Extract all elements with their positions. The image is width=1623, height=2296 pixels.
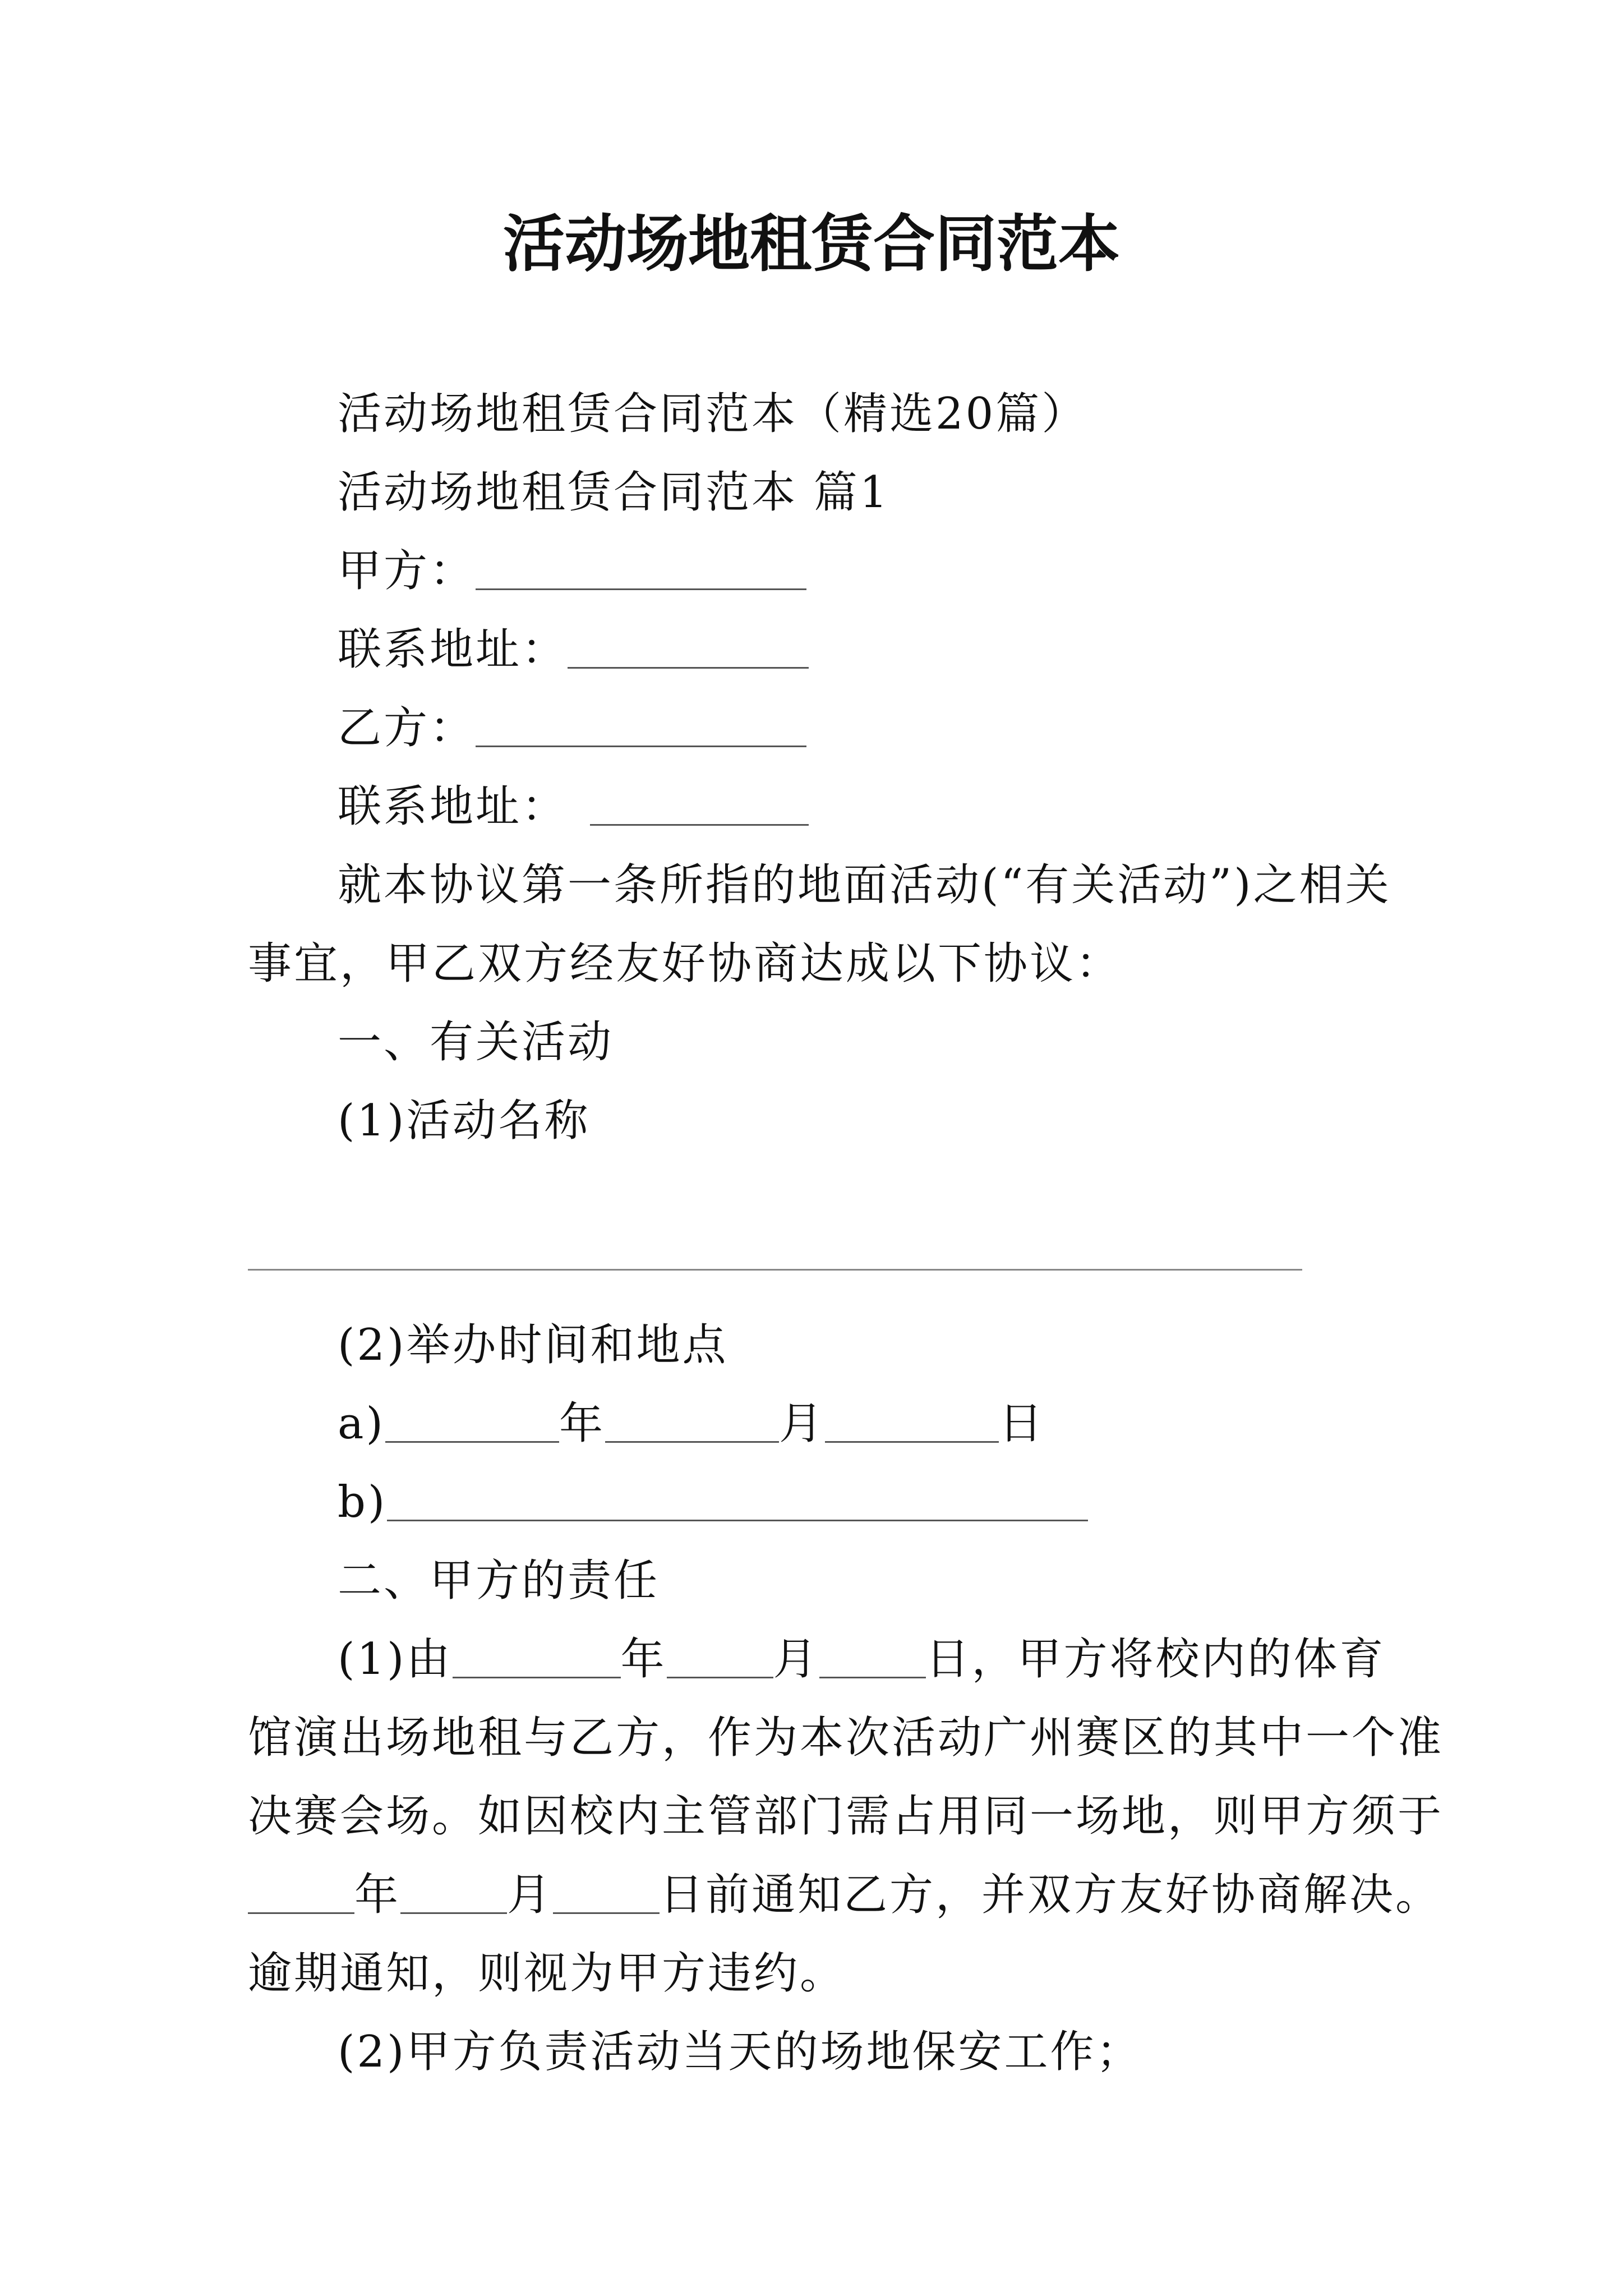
section-2-p1-line-4: [248, 1867, 1441, 1923]
date-line-a: [338, 1396, 1045, 1452]
section-2-p1-line-5: 逾期通知，则视为甲方违约。: [248, 1948, 846, 1999]
party-b-label: 乙方：: [338, 703, 476, 753]
party-a-blank: [476, 549, 806, 590]
p1-year: 年: [620, 1634, 667, 1685]
section-1-item-1: (1)活动名称: [338, 1096, 591, 1146]
party-a-address-label: 联系地址：: [338, 624, 568, 675]
section-2-p1-line-1: [338, 1631, 1386, 1687]
p1-prefix: (1)由: [338, 1634, 453, 1685]
section-2-p2: (2)甲方负责活动当天的场地保安工作；: [338, 2027, 1142, 2077]
party-b-blank: [476, 706, 806, 747]
party-b-line: [338, 700, 806, 756]
year-label: 年: [559, 1398, 605, 1449]
party-b-address-blank: [590, 785, 809, 826]
section-2-heading: 二、甲方的责任: [338, 1556, 660, 1606]
party-a-line: [338, 543, 806, 599]
location-line-b: [338, 1474, 1088, 1530]
p1-day-blank: [819, 1637, 926, 1678]
section-1-heading: 一、有关活动: [338, 1017, 614, 1068]
piece-heading: 活动场地租赁合同范本 篇1: [338, 467, 890, 518]
year-blank: [385, 1402, 559, 1443]
p1-month: 月: [773, 1634, 819, 1685]
item-b-prefix: b): [338, 1477, 388, 1527]
month-label: 月: [778, 1398, 825, 1449]
item-a-prefix: a): [338, 1398, 385, 1449]
section-2-p1-line-3: 决赛会场。如因校内主管部门需占用同一场地，则甲方须于: [248, 1791, 1444, 1842]
subtitle: 活动场地租赁合同范本（精选20篇）: [338, 389, 1088, 439]
party-a-label: 甲方：: [338, 546, 476, 596]
p1-l4-year: 年: [354, 1870, 401, 1920]
location-blank: [387, 1480, 1088, 1521]
p1-l4-month: 月: [507, 1870, 554, 1920]
party-a-address-line: [338, 622, 809, 678]
section-1-item-2: (2)举办时间和地点: [338, 1320, 728, 1370]
month-blank: [605, 1402, 779, 1443]
section-2-p1-line-2: 馆演出场地租与乙方，作为本次活动广州赛区的其中一个准: [248, 1713, 1444, 1763]
day-blank: [825, 1402, 999, 1443]
day-label: 日: [998, 1398, 1045, 1449]
party-a-address-blank: [568, 628, 809, 669]
activity-name-blank-line: [248, 1269, 1302, 1271]
intro-line-2: 事宜，甲乙双方经友好协商达成以下协议：: [248, 938, 1122, 989]
p1-l4-year-blank: [248, 1873, 354, 1914]
p1-l4-rest: 日前通知乙方，并双方友好协商解决。: [660, 1870, 1442, 1920]
intro-line-1: 就本协议第一条所指的地面活动(“有关活动”)之相关: [338, 860, 1391, 910]
party-b-address-label: 联系地址：: [338, 781, 568, 832]
p1-day-rest: 日，甲方将校内的体育: [925, 1634, 1386, 1685]
party-b-address-line: [338, 779, 809, 835]
p1-l4-month-blank: [400, 1873, 507, 1914]
p1-month-blank: [667, 1637, 773, 1678]
page-title: 活动场地租赁合同范本: [503, 208, 1120, 280]
p1-year-blank: [453, 1637, 621, 1678]
p1-l4-day-blank: [553, 1873, 660, 1914]
